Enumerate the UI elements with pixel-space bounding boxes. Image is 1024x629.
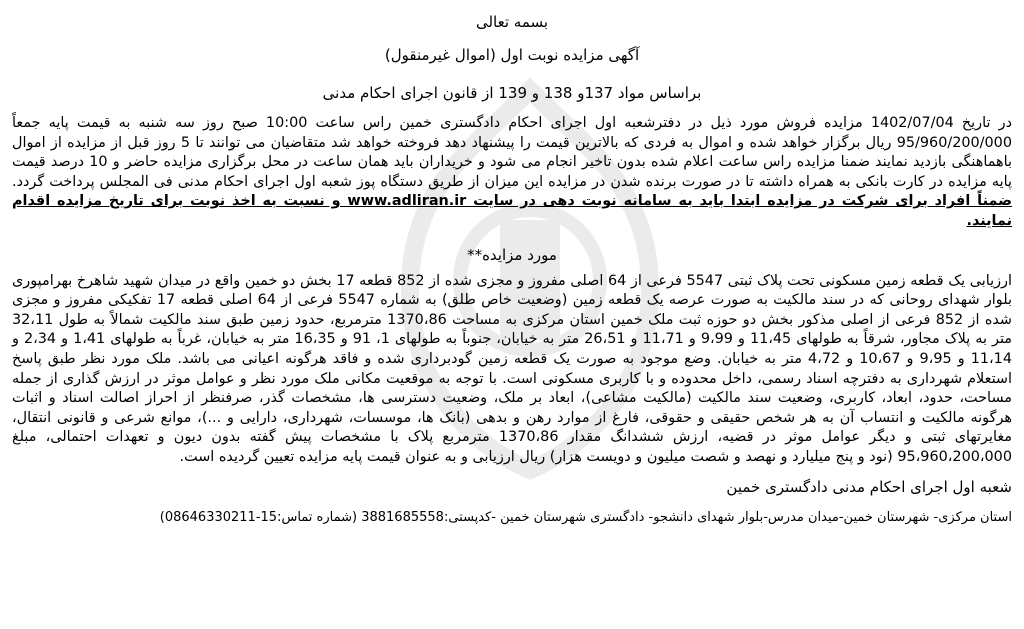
auction-notice-document <box>10 4 1014 525</box>
registration-notice: ضمناً افراد برای شرکت در مزایده ابتدا باید به سامانه نوبت دهی در سایت www.adliran.ir و نسبت به اخذ نوبت برای تاریخ مزایده اقدام نمایند. <box>12 193 1013 229</box>
office-address: استان مرکزی- شهرستان خمین-میدان مدرس-بلوار شهدای دانشجو- دادگستری شهرستان خمین -کدپستی:3881685558 (شماره تماس:15-08646330211) <box>159 509 1012 525</box>
auction-subject-description: ارزیابی یک قطعه زمین مسکونی تحت پلاک ثبتی 5547 فرعی از 64 اصلی مفروز و مجزی شده از 852 قطعه 17 بخش دو خمین واقع در میدان شهید شاهرخ بهرامپوری بلوار شهدای روحانی که در سند مالکیت به صورت عرصه یک قطعه زمین (وضعیت خاص طلق) به شماره 5547 فرعی از 64 اصلی قطعه 17 تفکیکی مفروز و مجزی شده از 852 فرعی از اصلی مذکور بخش دو حوزه ثبت ملک خمین استان مرکزی به مساحت 1370،86 مترمربع، حدود زمین طبق سند مالکیت شمالاً به طول 32،11 متر به پلاک مجاور، شرقاً به طولهای 11،45 و 9،99 و 11،71 و 26،51 متر به خیابان، جنوباً به طولهای 1، 91 و 16،35 متر به خیابان، غرباً به طولهای 1،41 و 2،34 و 11،14 و 9،95 و 10،67 و 4،72 متر به خیابان. وضع موجود به صورت یک قطعه زمین گودبرداری شده و فاقد هرگونه اعیانی می باشد. ملک مورد نظر طبق پاسخ استعلام شهرداری به دفترچه اسناد رسمی، داخل محدوده و با کاربری مسکونی است. با توجه به موقعیت مکانی ملک مورد نظر و عوامل موثر در ارزش گذاری از جمله مساحت، حدود، ابعاد، کاربری، وضعیت سند مالکیت (مالکیت مشاعی)، ابعاد بر ملک، وضعیت دسترسی ها، مشخصات گذر، صرفنظر از احراز اصالت اسناد و اثبات هرگونه مالکیت و انتساب آن به هر شخص حقیقی و حقوقی، فارغ از موارد رهن و بدهی (بانک ها، موسسات، شهرداری، دارایی و ...)، موانع شرعی و قانونی انتقال، مغایرتهای ثبتی و دیگر عوامل موثر در قضیه، ارزش ششدانگ مقدار 1370،86 مترمربع پلاک با مشخصات پیش گفته بدون دیون و تعهدات احتمالی، مبلغ 95،960،200،000 (نود و پنج میلیارد و نهصد و شصت میلیون و دویست هزار) ریال ارزیابی و به عنوان قیمت پایه مزایده تعیین گردیده است. <box>12 272 1013 465</box>
notice-title: آگهی مزایده نوبت اول (اموال غیرمنقول) <box>384 46 640 64</box>
basmala-heading: بسمه تعالی <box>475 13 549 31</box>
intro-text: در تاریخ 1402/07/04 مزایده فروش مورد ذیل در دفترشعبه اول اجرای احکام دادگستری خمین راس ساعت 10:00 صبح روز سه شنبه به قیمت پایه جمعاً 95/960/200/000 ریال برگزار خواهد شده و اموال به فردی که بالاترین قیمت را پیشنهاد دهد فروخته خواهد شد متقاضیان می توانند تا 5 روز قبل از مزایده از اموال باهماهنگی بازدید نمایند ضمنا مزایده راس ساعت اعلام شده بدون تاخیر انجام می شود و خریداران باید همان ساعت در محل برگزاری مزایده حاضر و 10 درصد قیمت پایه مزایده در کارت بانکی به همراه داشته تا در صورت برنده شدن در مزایده این میزان از طریق دستگاه پوز شعبه اول اجرای احکام مدنی فی المجلس پرداخت گردد. <box>12 115 1013 190</box>
auction-subject-heading: مورد مزایده** <box>467 245 557 264</box>
law-reference: براساس مواد 137و 138 و 139 از قانون اجرای احکام مدنی <box>322 84 702 102</box>
intro-paragraph <box>10 114 1014 232</box>
issuer-signature: شعبه اول اجرای احکام مدنی دادگستری خمین <box>726 477 1012 496</box>
